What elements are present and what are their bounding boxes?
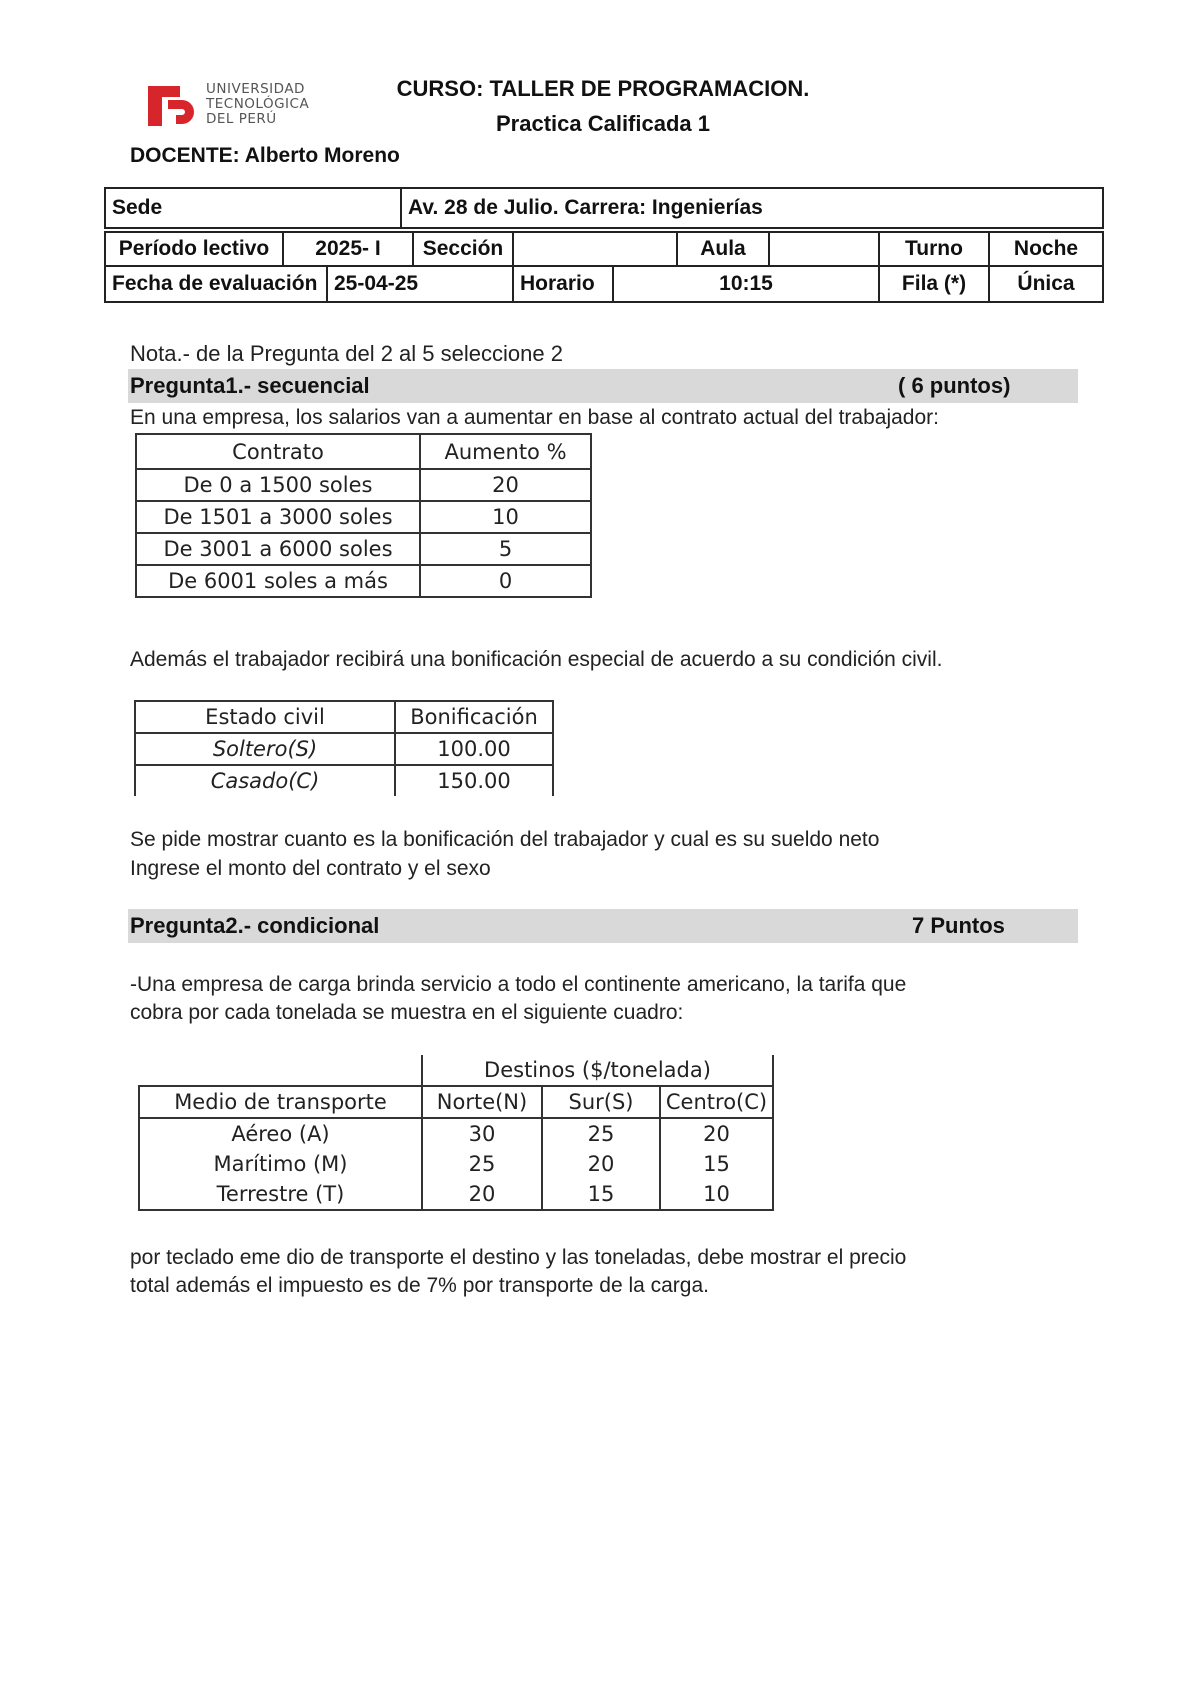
university-name bbox=[206, 82, 309, 127]
q1-request-line-2: Ingrese el monto del contrato y el sexo bbox=[130, 857, 491, 880]
table-cell: 10 bbox=[420, 501, 591, 533]
fila-label: Fila (*) bbox=[878, 265, 990, 303]
table-cell: 25 bbox=[542, 1118, 660, 1149]
table-cell: Soltero(S) bbox=[135, 733, 395, 765]
table-cell: 0 bbox=[420, 565, 591, 597]
table-header-cell: Medio de transporte bbox=[139, 1086, 422, 1118]
table-cell: 15 bbox=[660, 1149, 773, 1179]
university-line-1: UNIVERSIDAD bbox=[206, 81, 305, 97]
seccion-value bbox=[512, 231, 678, 267]
q2-outro-line-2: total además el impuesto es de 7% por transporte de la carga. bbox=[130, 1274, 709, 1297]
q2-intro-line-2: cobra por cada tonelada se muestra en el siguiente cuadro: bbox=[130, 1001, 684, 1024]
table-header-row bbox=[136, 434, 591, 469]
table-row bbox=[136, 469, 591, 501]
fecha-value: 25-04-25 bbox=[326, 265, 514, 303]
table-cell: 10 bbox=[660, 1179, 773, 1210]
periodo-label: Período lectivo bbox=[104, 231, 284, 267]
salary-increase-table bbox=[135, 433, 592, 598]
university-logo bbox=[146, 80, 326, 132]
table-cell: Aéreo (A) bbox=[139, 1118, 422, 1149]
q1-bonus-text: Además el trabajador recibirá una bonificación especial de acuerdo a su condición civil. bbox=[130, 648, 943, 671]
table-cell: 20 bbox=[660, 1118, 773, 1149]
table-cell: 30 bbox=[422, 1118, 542, 1149]
table-cell: Terrestre (T) bbox=[139, 1179, 422, 1210]
horario-value: 10:15 bbox=[612, 265, 880, 303]
table-cell: 15 bbox=[542, 1179, 660, 1210]
table-header-row bbox=[139, 1086, 773, 1118]
table-header-cell: Estado civil bbox=[135, 701, 395, 733]
table-cell: 20 bbox=[542, 1149, 660, 1179]
table-group-header-row bbox=[139, 1055, 773, 1086]
table-cell: 100.00 bbox=[395, 733, 553, 765]
table-cell: 150.00 bbox=[395, 765, 553, 796]
table-row bbox=[135, 733, 553, 765]
turno-value: Noche bbox=[988, 231, 1104, 267]
q1-points: ( 6 puntos) bbox=[898, 373, 1011, 398]
practice-title: Practica Calificada 1 bbox=[495, 111, 710, 136]
table-row bbox=[139, 1118, 773, 1149]
horario-label: Horario bbox=[512, 265, 614, 303]
turno-label: Turno bbox=[878, 231, 990, 267]
teacher-name: DOCENTE: Alberto Moreno bbox=[130, 144, 400, 167]
table-cell: De 1501 a 3000 soles bbox=[136, 501, 420, 533]
q2-title: Pregunta2.- condicional bbox=[130, 913, 380, 938]
utp-logo-icon bbox=[146, 82, 198, 130]
civil-status-bonus-table bbox=[134, 700, 554, 796]
aula-label: Aula bbox=[676, 231, 770, 267]
table-cell: 20 bbox=[420, 469, 591, 501]
table-cell: 25 bbox=[422, 1149, 542, 1179]
sede-label: Sede bbox=[104, 187, 402, 229]
table-group-header-cell: Destinos ($/tonelada) bbox=[422, 1055, 773, 1086]
table-cell: De 0 a 1500 soles bbox=[136, 469, 420, 501]
q2-outro-line-1: por teclado eme dio de transporte el destino y las toneladas, debe mostrar el precio bbox=[130, 1246, 907, 1269]
table-cell: De 6001 soles a más bbox=[136, 565, 420, 597]
note-text: Nota.- de la Pregunta del 2 al 5 seleccione 2 bbox=[130, 341, 563, 366]
table-header-cell: Aumento % bbox=[420, 434, 591, 469]
q1-intro: En una empresa, los salarios van a aumentar en base al contrato actual del trabajador: bbox=[130, 406, 939, 429]
table-row bbox=[136, 565, 591, 597]
table-row bbox=[136, 533, 591, 565]
seccion-label: Sección bbox=[412, 231, 514, 267]
table-header-cell: Norte(N) bbox=[422, 1086, 542, 1118]
table-row bbox=[136, 501, 591, 533]
q2-points: 7 Puntos bbox=[912, 913, 1005, 938]
table-row bbox=[139, 1179, 773, 1210]
table-cell: Marítimo (M) bbox=[139, 1149, 422, 1179]
table-header-cell: Contrato bbox=[136, 434, 420, 469]
table-header-cell: Sur(S) bbox=[542, 1086, 660, 1118]
table-header-row bbox=[135, 701, 553, 733]
table-header-cell: Centro(C) bbox=[660, 1086, 773, 1118]
university-line-2: TECNOLÓGICA bbox=[206, 96, 310, 112]
q1-request-line-1: Se pide mostrar cuanto es la bonificación del trabajador y cual es su sueldo neto bbox=[130, 828, 880, 851]
course-title: CURSO: TALLER DE PROGRAMACION. bbox=[396, 76, 810, 101]
freight-rates-table bbox=[138, 1055, 774, 1211]
table-cell: De 3001 a 6000 soles bbox=[136, 533, 420, 565]
periodo-value: 2025- I bbox=[282, 231, 414, 267]
aula-value bbox=[768, 231, 880, 267]
table-cell: 20 bbox=[422, 1179, 542, 1210]
sede-value: Av. 28 de Julio. Carrera: Ingenierías bbox=[400, 187, 1104, 229]
table-row bbox=[135, 765, 553, 796]
table-row bbox=[139, 1149, 773, 1179]
table-cell: 5 bbox=[420, 533, 591, 565]
fila-value: Única bbox=[988, 265, 1104, 303]
university-line-3: DEL PERÚ bbox=[206, 111, 277, 127]
table-empty-cell bbox=[139, 1055, 422, 1086]
fecha-label: Fecha de evaluación bbox=[104, 265, 328, 303]
q1-title: Pregunta1.- secuencial bbox=[130, 373, 370, 398]
table-header-cell: Bonificación bbox=[395, 701, 553, 733]
q2-intro-line-1: -Una empresa de carga brinda servicio a todo el continente americano, la tarifa que bbox=[130, 973, 907, 996]
table-cell: Casado(C) bbox=[135, 765, 395, 796]
